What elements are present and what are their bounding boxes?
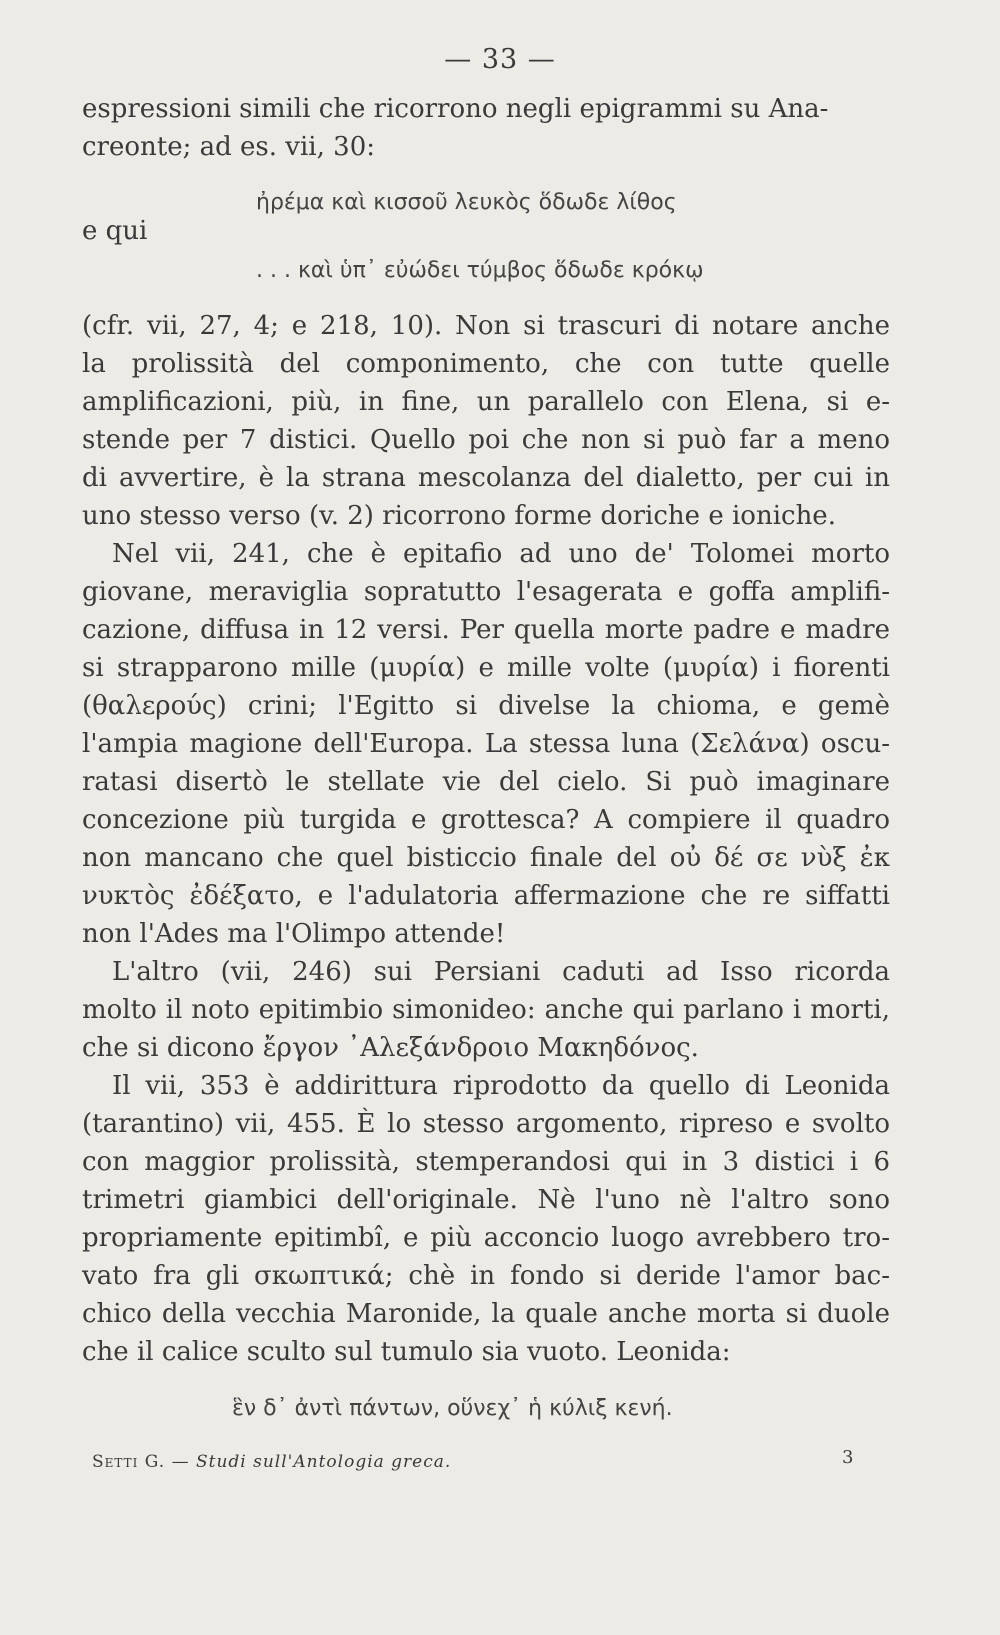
text-line: ratasi disertò le stellate vie del cielo. Si può imaginare — [82, 767, 890, 797]
text-line: che si dicono ἔργον ᾿Αλεξάνδροιο Μακηδόνος. — [82, 1033, 699, 1063]
text-line: giovane, meraviglia sopratutto l'esagerata e goffa amplifi- — [82, 577, 890, 607]
text-line: di avvertire, è la strana mescolanza del dialetto, per cui in — [82, 463, 890, 493]
page-number: — 33 — — [444, 44, 556, 75]
text-line: amplificazioni, più, in fine, un parallelo con Elena, si e- — [82, 387, 890, 417]
text-line: si strapparono mille (μυρία) e mille volte (μυρία) i fiorenti — [82, 653, 890, 683]
text-line: la prolissità del componimento, che con tutte quelle — [82, 349, 890, 379]
text-line: (cfr. vii, 27, 4; e 218, 10). Non si trascuri di notare anche — [82, 311, 890, 341]
greek-verse: ἓν δ᾽ ἀντὶ πάντων, οὕνεχ᾽ ἡ κύλιξ κενή. — [232, 1396, 673, 1421]
text-line: concezione più turgida e grottesca? A compiere il quadro — [82, 805, 890, 835]
footer-citation — [92, 1452, 451, 1472]
text-line: (θαλερούς) crini; l'Egitto si divelse la chioma, e gemè — [82, 691, 890, 721]
text-line: propriamente epitimbî, e più acconcio luogo avrebbero tro- — [82, 1223, 890, 1253]
signature-mark: 3 — [842, 1447, 854, 1468]
footer-author: Setti G. — [92, 1452, 166, 1472]
text-line: Nel vii, 241, che è epitafio ad uno de' Tolomei morto — [112, 539, 890, 569]
text-line: cazione, diffusa in 12 versi. Per quella morte padre e madre — [82, 615, 890, 645]
text-line: non mancano che quel bisticcio finale del οὐ δέ σε νὺξ ἐκ — [82, 843, 890, 873]
text-line: che il calice sculto sul tumulo sia vuoto. Leonida: — [82, 1337, 731, 1367]
footer-title: Studi sull'Antologia greca. — [195, 1452, 452, 1472]
greek-verse: ἠρέμα καὶ κισσοῦ λευκὸς ὅδωδε λίθος — [256, 190, 677, 215]
text-line: L'altro (vii, 246) sui Persiani caduti ad Isso ricorda — [112, 957, 890, 987]
text-line: trimetri giambici dell'originale. Nè l'uno nè l'altro sono — [82, 1185, 890, 1215]
text-line: vato fra gli σκωπτικά; chè in fondo si deride l'amor bac- — [82, 1261, 890, 1291]
text-line: νυκτὸς ἐδέξατο, e l'adulatoria affermazione che re siffatti — [82, 881, 890, 911]
text-line: molto il noto epitimbio simonideo: anche qui parlano i morti, — [82, 995, 890, 1025]
text-line: creonte; ad es. vii, 30: — [82, 132, 375, 162]
text-line: Il vii, 353 è addirittura riprodotto da quello di Leonida — [112, 1071, 890, 1101]
greek-verse: . . . καὶ ὑπ᾽ εὐώδει τύμβος ὅδωδε κρόκῳ — [256, 258, 704, 283]
text-line: stende per 7 distici. Quello poi che non si può far a meno — [82, 425, 890, 455]
text-line: e qui — [82, 216, 148, 246]
text-line: non l'Ades ma l'Olimpo attende! — [82, 919, 506, 949]
text-line: (tarantino) vii, 455. È lo stesso argomento, ripreso e svolto — [82, 1109, 890, 1139]
text-line: con maggior prolissità, stemperandosi qui in 3 distici i 6 — [82, 1147, 890, 1177]
footer-separator: — — [165, 1452, 196, 1472]
text-line: l'ampia magione dell'Europa. La stessa luna (Σελάνα) oscu- — [82, 729, 890, 759]
text-line: espressioni simili che ricorrono negli epigrammi su Ana- — [82, 94, 829, 124]
text-line: uno stesso verso (v. 2) ricorrono forme doriche e ioniche. — [82, 501, 836, 531]
text-line: chico della vecchia Maronide, la quale anche morta si duole — [82, 1299, 890, 1329]
